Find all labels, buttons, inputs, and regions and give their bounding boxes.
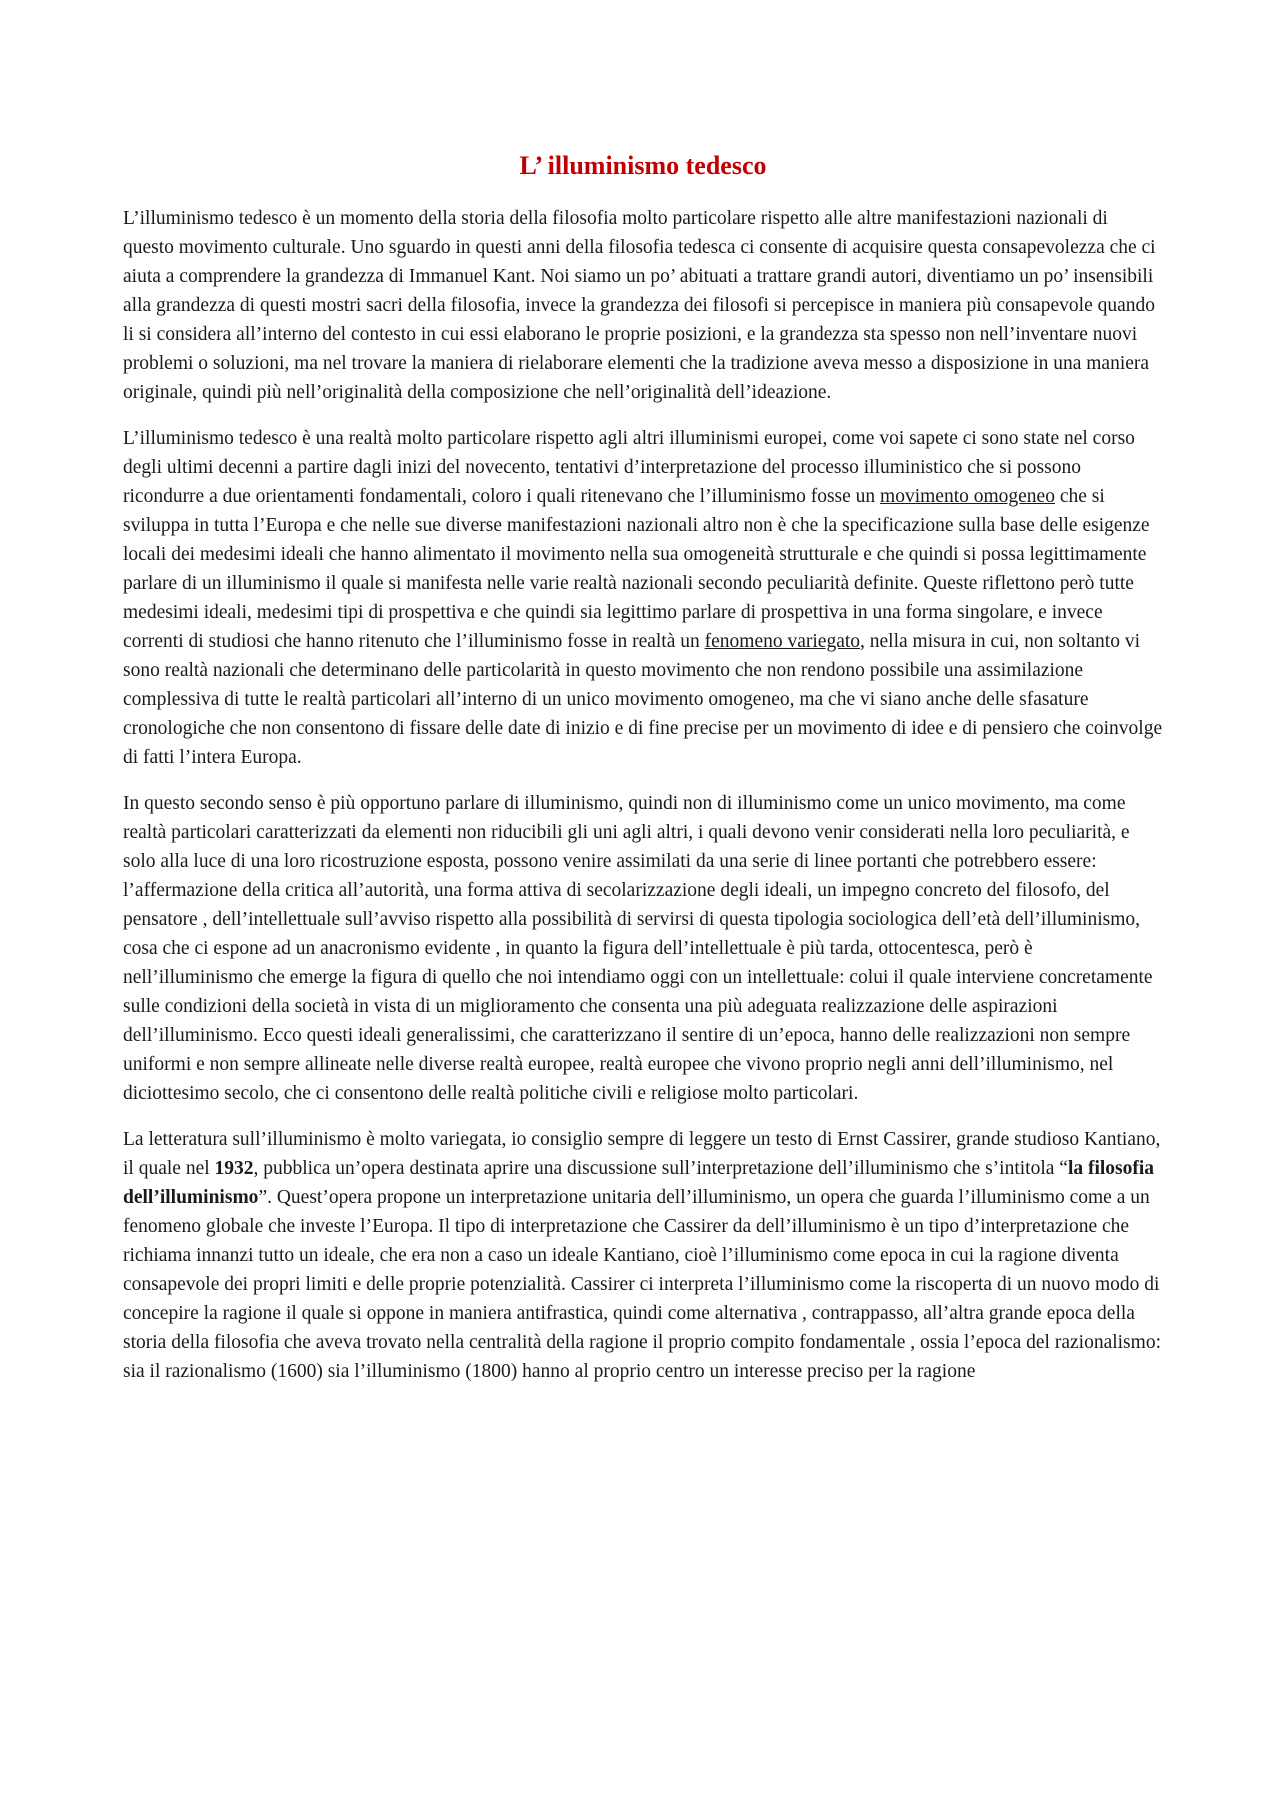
underlined-term-fenomeno-variegato: fenomeno variegato xyxy=(704,631,861,652)
bold-year: 1932 xyxy=(214,1158,254,1179)
paragraph-2 xyxy=(123,424,1163,772)
paragraph-2-text-a: L’illuminismo tedesco è una realtà molto particolare rispetto agli altri illuminismi europei, come voi sapete ci sono state nel corso degli ultimi decenni a partire dagli inizi del novecento, tentativi d’interpretazione del processo illuministico che si possono ricondurre a due orientamenti fondamentali, coloro i quali ritenevano che l’illuminismo fosse un xyxy=(123,428,1135,507)
paragraph-1-text: L’illuminismo tedesco è un momento della storia della filosofia molto particolare rispetto alle altre manifestazioni nazionali di questo movimento culturale. Uno sguardo in questi anni della filosofia tedesca ci consente di acquisire questa consapevolezza che ci aiuta a comprendere la grandezza di Immanuel Kant. Noi siamo un po’ abituati a trattare grandi autori, diventiamo un po’ insensibili alla grandezza di questi mostri sacri della filosofia, invece la grandezza dei filosofi si percepisce in maniera più consapevole quando li si considera all’interno del contesto in cui essi elaborano le proprie posizioni, e la grandezza sta spesso non nell’inventare nuovi problemi o soluzioni, ma nel trovare la maniera di rielaborare elementi che la tradizione aveva messo a disposizione in una maniera originale, quindi più nell’originalità della composizione che nell’originalità dell’ideazione. xyxy=(123,208,1156,403)
bold-work-title: la filosofia dell’illuminismo xyxy=(123,1158,1155,1208)
paragraph-4 xyxy=(123,1125,1163,1386)
paragraph-4-text-b: , pubblica un’opera destinata aprire una discussione sull’interpretazione dell’illuminismo che s’intitola “ xyxy=(253,1158,1068,1179)
paragraph-3 xyxy=(123,789,1163,1108)
paragraph-2-text-b: che si sviluppa in tutta l’Europa e che nelle sue diverse manifestazioni nazionali altro non è che la specificazione sulla base delle esigenze locali dei medesimi ideali che hanno alimentato il movimento nella sua omogeneità strutturale e che quindi si possa legittimamente parlare di un illuminismo il quale si manifesta nelle varie realtà nazionali secondo peculiarità definite. Queste riflettono però tutte medesimi ideali, medesimi tipi di prospettiva e che quindi sia legittimo parlare di prospettiva in una forma singolare, e invece correnti di studiosi che hanno ritenuto che l’illuminismo fosse in realtà un xyxy=(123,486,1150,652)
document-title: L’ illuminismo tedesco xyxy=(519,151,767,180)
paragraph-4-text-c: ”. Quest’opera propone un interpretazione unitaria dell’illuminismo, un opera che guarda l’illuminismo come a un fenomeno globale che investe l’Europa. Il tipo di interpretazione che Cassirer da dell’illuminismo è un tipo d’interpretazione che richiama innanzi tutto un ideale, che era non a caso un ideale Kantiano, cioè l’illuminismo come epoca in cui la ragione diventa consapevole dei propri limiti e delle proprie potenzialità. Cassirer ci interpreta l’illuminismo come la riscoperta di un nuovo modo di concepire la ragione il quale si oppone in maniera antifrastica, quindi come alternativa , contrappasso, all’altra grande epoca della storia della filosofia che aveva trovato nella centralità della ragione il proprio compito fondamentale , ossia l’epoca del razionalismo: sia il razionalismo (1600) sia l’illuminismo (1800) hanno al proprio centro un interesse preciso per la ragione xyxy=(123,1187,1161,1382)
paragraph-2-text-c: , nella misura in cui, non soltanto vi sono realtà nazionali che determinano delle particolarità in questo movimento che non rendono possibile una assimilazione complessiva di tutte le realtà particolari all’interno di un unico movimento omogeneo, ma che vi siano anche delle sfasature cronologiche che non consentono di fissare delle date di inizio e di fine precise per un movimento di idee e di pensiero che coinvolge di fatti l’intera Europa. xyxy=(123,631,1163,768)
paragraph-1 xyxy=(123,204,1163,407)
document-page xyxy=(123,150,1163,1403)
underlined-term-movimento-omogeneo: movimento omogeneo xyxy=(880,486,1055,507)
paragraph-4-text-a: La letteratura sull’illuminismo è molto variegata, io consiglio sempre di leggere un testo di Ernst Cassirer, grande studioso Kantiano, il quale nel xyxy=(123,1129,1161,1179)
paragraph-3-text: In questo secondo senso è più opportuno parlare di illuminismo, quindi non di illuminismo come un unico movimento, ma come realtà particolari caratterizzati da elementi non riducibili gli uni agli altri, i quali devono venir considerati nella loro peculiarità, e solo alla luce di una loro ricostruzione esposta, possono venire assimilati da una serie di linee portanti che potrebbero essere: l’affermazione della critica all’autorità, una forma attiva di secolarizzazione degli ideali, un impegno concreto del filosofo, del pensatore , dell’intellettuale sull’avviso rispetto alla possibilità di servirsi di questa tipologia sociologica dell’età dell’illuminismo, cosa che ci espone ad un anacronismo evidente , in quanto la figura dell’intellettuale è più tarda, ottocentesca, però è nell’illuminismo che emerge la figura di quello che noi intendiamo oggi con un intellettuale: colui il quale interviene concretamente sulle condizioni della società in vista di un miglioramento che consenta una più adeguata realizzazione delle aspirazioni dell’illuminismo. Ecco questi ideali generalissimi, che caratterizzano il sentire di un’epoca, hanno delle realizzazioni non sempre uniformi e non sempre allineate nelle diverse realtà europee, realtà europee che vivono proprio negli anni dell’illuminismo, nel diciottesimo secolo, che ci consentono delle realtà politiche civili e religiose molto particolari. xyxy=(123,793,1153,1104)
